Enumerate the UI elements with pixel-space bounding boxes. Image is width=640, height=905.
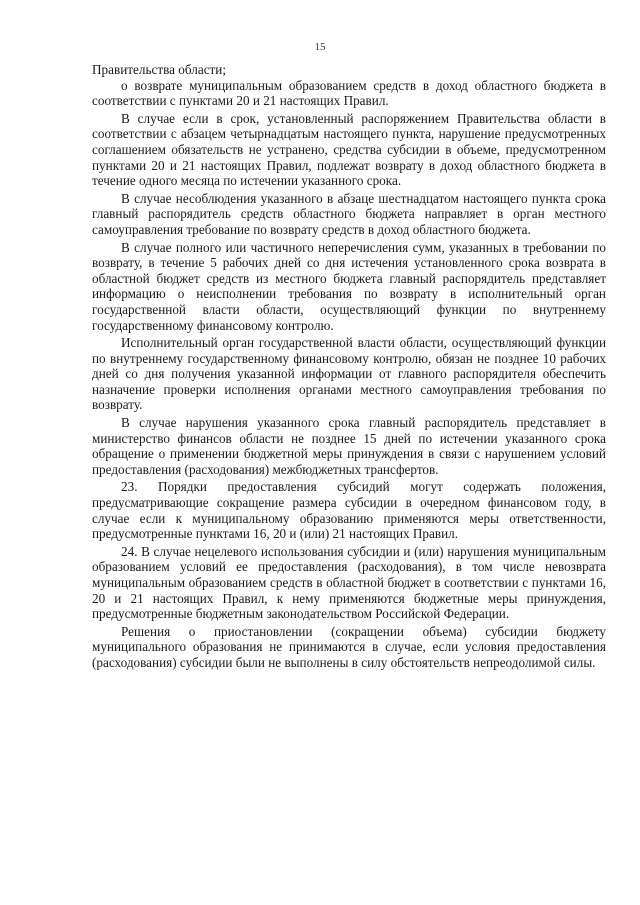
document-body: [92, 62, 606, 671]
paragraph-item-24: 24. В случае нецелевого использования субсидии и (или) нарушения муниципальным образованием условий ее предоставления (расходования), в том числе невозврата муниципальным образованием средств в областной бюджет в соответствии с пунктами 16, 20 и 21 настоящих Правил, к нему применяются бюджетные меры принуждения, предусмотренные бюджетным законодательством Российской Федерации.: [92, 543, 606, 622]
paragraph-continuation: Правительства области;: [92, 62, 227, 77]
paragraph-noncompliance: В случае несоблюдения указанного в абзаце шестнадцатом настоящего пункта срока главный распорядитель средств областного бюджета направляет в орган местного самоуправления требование по возврату средств в доход областного бюджета.: [92, 190, 606, 237]
paragraph-nonpayment: В случае полного или частичного неперечисления сумм, указанных в требовании по возврату, в течение 5 рабочих дней со дня истечения установленного срока возврата в областной бюджет средств из местного бюджета главный распорядитель представляет информацию о неисполнении требования по возврату в исполнительный орган государственной власти области, осуществляющий функции по внутреннему государственному финансовому контролю.: [92, 239, 606, 333]
paragraph-violation-deadline: В случае нарушения указанного срока главный распорядитель представляет в министерство финансов области не позднее 15 дней по истечении указанного срока обращение о применении бюджетной меры принуждения в связи с нарушением условий предоставления (расходования) межбюджетных трансфертов.: [92, 415, 606, 477]
paragraph-force-majeure: Решения о приостановлении (сокращении объема) субсидии бюджету муниципального образования не принимаются в случае, если условия предоставления (расходования) субсидии были не выполнены в силу обстоятельств непреодолимой силы.: [92, 623, 606, 670]
paragraph-executive-body: Исполнительный орган государственной власти области, осуществляющий функции по внутреннему государственному финансовому контролю, обязан не позднее 10 рабочих дней со дня получения указанной информации от главного распорядителя обеспечить назначение проверки исполнения органами местного самоуправления требования по возврату.: [92, 335, 606, 413]
paragraph-return-funds: о возврате муниципальным образованием средств в доход областного бюджета в соответствии с пунктами 20 и 21 настоящих Правил.: [92, 77, 606, 109]
paragraph-item-23: 23. Порядки предоставления субсидий могут содержать положения, предусматривающие сокращение размера субсидии в очередном финансовом году, в случае если к муниципальному образованию применяются меры ответственности, предусмотренные пунктами 16, 20 и (или) 21 настоящих Правил.: [92, 479, 606, 542]
paragraph-deadline-violation: В случае если в срок, установленный распоряжением Правительства области в соответствии с абзацем четырнадцатым настоящего пункта, нарушение предусмотренных соглашением обязательств не устранено, средства субсидии в объеме, предусмотренном пунктами 20 и 21 настоящих Правил, подлежат возврату в доход областного бюджета в течение одного месяца по истечении указанного срока.: [92, 110, 606, 189]
page-number: 15: [314, 41, 326, 53]
